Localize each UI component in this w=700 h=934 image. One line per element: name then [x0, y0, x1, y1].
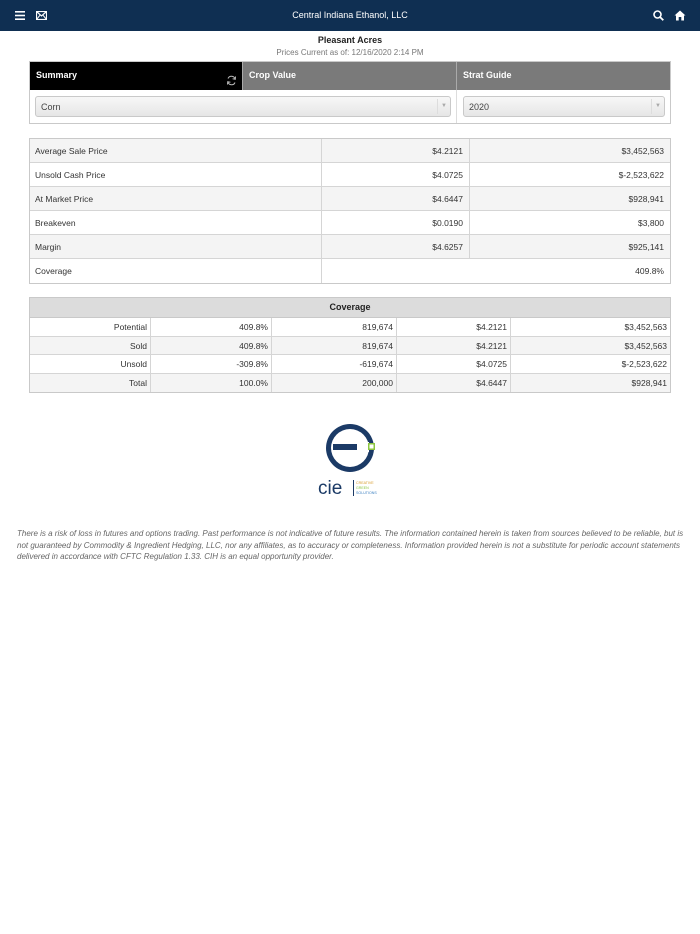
disclaimer-text: There is a risk of loss in futures and options trading. Past performance is not indicative of future results. The information contained herein is taken from sources believed to be reliable, but is not guaranteed by Commodity & Ingredient Hedging, LLC, nor any affiliates, as to accuracy or completeness. Information provided herein is not a substitute for periodic account statements delivered in accordance with CFTC Regulation 1.33. CIH is an equal opportunity provider.: [17, 529, 684, 561]
row-value: $928,941: [628, 194, 664, 204]
home-icon[interactable]: [671, 0, 688, 31]
year-select-cell: [457, 90, 670, 123]
row-percent: -309.8%: [151, 355, 272, 373]
row-value: $3,800: [638, 218, 664, 228]
row-price: $0.0190: [322, 211, 470, 234]
table-row: [30, 337, 670, 356]
tab-panel: [29, 61, 671, 124]
tab-strat-guide[interactable]: [457, 62, 670, 90]
table-row: [30, 211, 670, 235]
row-percent: 409.8%: [151, 337, 272, 355]
row-label: Coverage: [30, 259, 322, 283]
table-row: [30, 318, 670, 337]
prices-current: Prices Current as of: 12/16/2020 2:14 PM: [276, 48, 424, 57]
chevron-down-icon: ▼: [437, 99, 450, 114]
row-label: Margin: [30, 235, 322, 258]
row-label: Breakeven: [30, 211, 322, 234]
tab-crop-value-label: Crop Value: [249, 70, 297, 80]
row-label: Unsold: [30, 355, 151, 373]
row-price: $4.0725: [322, 163, 470, 186]
table-row: [30, 163, 670, 187]
table-row: [30, 235, 670, 259]
crop-select-value: Corn: [41, 102, 61, 112]
row-value: $3,452,563: [624, 322, 667, 332]
table-row: [30, 374, 670, 393]
farm-name: Pleasant Acres: [317, 35, 383, 45]
tab-summary[interactable]: [30, 62, 243, 90]
tab-summary-label: Summary: [36, 70, 78, 80]
row-value: $-2,523,622: [618, 170, 664, 180]
row-value: $-2,523,622: [621, 359, 667, 369]
cie-logo: [310, 418, 390, 502]
row-price: $4.6257: [322, 235, 470, 258]
row-price: $4.2121: [397, 318, 511, 336]
search-icon[interactable]: [650, 0, 666, 31]
row-price: $4.2121: [322, 139, 470, 162]
tab-strat-guide-label: Strat Guide: [463, 70, 512, 80]
coverage-table-title: Coverage: [30, 298, 670, 318]
svg-text:CREATIVE: CREATIVE: [356, 481, 374, 485]
row-label: Average Sale Price: [30, 139, 322, 162]
row-price: $4.0725: [397, 355, 511, 373]
row-value: 409.8%: [635, 266, 664, 276]
row-price: $4.6447: [397, 374, 511, 393]
crop-select[interactable]: [35, 96, 451, 117]
row-quantity: 819,674: [272, 337, 397, 355]
row-label: Sold: [30, 337, 151, 355]
svg-text:SOLUTIONS: SOLUTIONS: [356, 491, 377, 495]
refresh-icon[interactable]: [226, 70, 237, 81]
row-label: At Market Price: [30, 187, 322, 210]
row-price: $4.6447: [322, 187, 470, 210]
row-value: $925,141: [628, 242, 664, 252]
tab-crop-value[interactable]: [243, 62, 457, 90]
table-row: [30, 139, 670, 163]
row-price: $4.2121: [397, 337, 511, 355]
top-navbar: [0, 0, 700, 31]
svg-text:cie: cie: [318, 478, 343, 499]
chevron-down-icon: ▼: [651, 99, 664, 114]
table-row: [30, 355, 670, 374]
table-row: [30, 259, 670, 283]
row-quantity: 819,674: [272, 318, 397, 336]
row-label: Unsold Cash Price: [30, 163, 322, 186]
table-row: [30, 187, 670, 211]
row-value: $3,452,563: [621, 146, 664, 156]
row-percent: 409.8%: [151, 318, 272, 336]
summary-table: [29, 138, 671, 284]
row-quantity: 200,000: [272, 374, 397, 393]
row-label: Potential: [30, 318, 151, 336]
row-quantity: -619,674: [272, 355, 397, 373]
row-value: $928,941: [631, 377, 667, 388]
row-percent: 100.0%: [151, 374, 272, 393]
row-label: Total: [30, 374, 151, 393]
crop-select-cell: [30, 90, 457, 123]
row-value: $3,452,563: [624, 340, 667, 351]
year-select[interactable]: [463, 96, 665, 117]
app-title: Central Indiana Ethanol, LLC: [292, 10, 408, 20]
coverage-table: [29, 297, 671, 393]
svg-text:GREEN: GREEN: [356, 486, 369, 490]
year-select-value: 2020: [469, 102, 490, 112]
page-header: [0, 35, 700, 59]
